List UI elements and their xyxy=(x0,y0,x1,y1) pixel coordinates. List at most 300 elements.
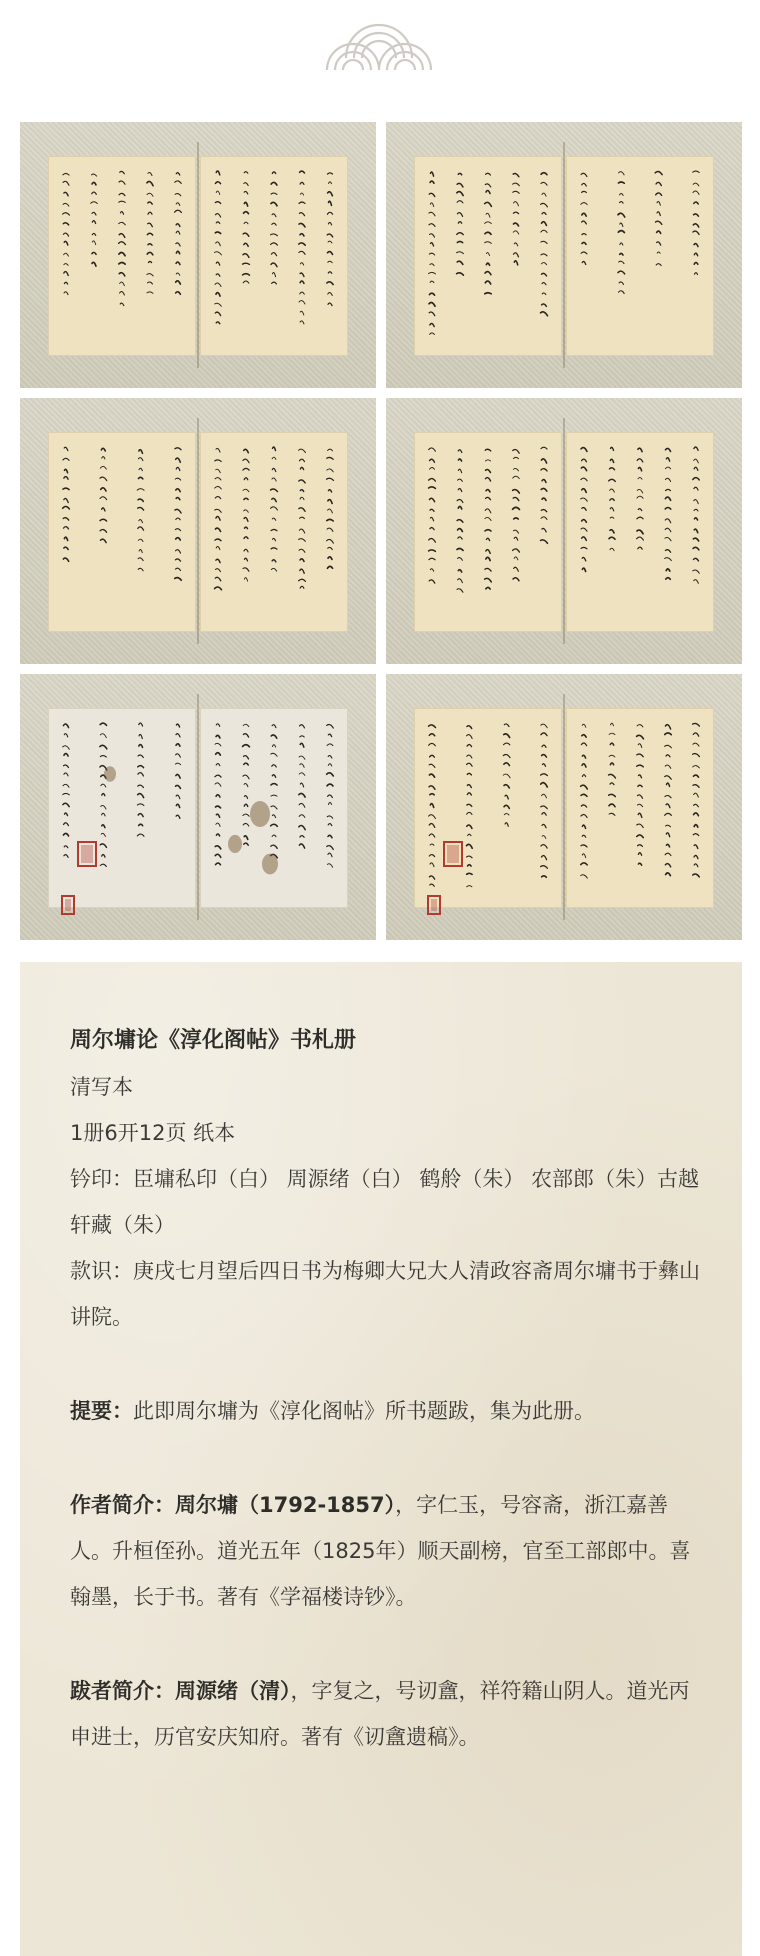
calligraphy-stroke xyxy=(216,322,220,324)
calligraphy-stroke xyxy=(694,202,698,204)
calligraphy-stroke xyxy=(694,509,698,511)
calligraphy-stroke xyxy=(514,518,519,519)
calligraphy-stroke xyxy=(694,500,699,504)
paper-stain xyxy=(104,766,116,782)
calligraphy-stroke xyxy=(139,468,142,470)
calligraphy-stroke xyxy=(581,203,587,205)
calligraphy-stroke xyxy=(542,304,547,306)
calligraphy-stroke xyxy=(581,547,587,548)
calligraphy-stroke xyxy=(430,804,433,808)
calligraphy-stroke xyxy=(657,202,660,206)
calligraphy-stroke xyxy=(610,508,613,511)
calligraphy-stroke xyxy=(582,242,586,244)
calligraphy-stroke xyxy=(513,212,518,214)
calligraphy-stroke xyxy=(215,743,221,746)
calligraphy-stroke xyxy=(271,182,277,185)
paper-stain xyxy=(262,854,278,875)
calligraphy-stroke xyxy=(300,273,304,277)
calligraphy-stroke xyxy=(120,303,124,305)
calligraphy-stroke xyxy=(485,460,490,461)
calligraphy-stroke xyxy=(609,813,615,815)
calligraphy-stroke xyxy=(64,498,68,502)
calligraphy-stroke xyxy=(541,540,548,543)
paper-stain xyxy=(228,835,242,853)
calligraphy-stroke xyxy=(120,282,125,286)
calligraphy-stroke xyxy=(429,786,435,789)
calligraphy-stroke xyxy=(63,784,69,787)
calligraphy-stroke xyxy=(215,509,221,512)
calligraphy-stroke xyxy=(582,568,585,571)
calligraphy-stroke xyxy=(504,734,510,738)
calligraphy-stroke xyxy=(505,823,508,827)
calligraphy-stroke xyxy=(541,173,547,175)
calligraphy-stroke xyxy=(272,765,276,767)
calligraphy-stroke xyxy=(638,775,641,778)
calligraphy-stroke xyxy=(542,273,547,276)
calligraphy-stroke xyxy=(582,854,585,858)
calligraphy-stroke xyxy=(485,449,490,451)
calligraphy-stroke xyxy=(582,557,586,560)
calligraphy-stroke xyxy=(429,558,435,560)
calligraphy-stroke xyxy=(243,745,250,747)
calligraphy-stroke xyxy=(300,193,303,195)
calligraphy-stroke xyxy=(542,213,546,215)
calligraphy-stroke xyxy=(693,478,699,480)
calligraphy-stroke xyxy=(541,459,546,463)
calligraphy-stroke xyxy=(457,192,463,196)
calligraphy-stroke xyxy=(119,273,125,276)
calligraphy-stroke xyxy=(582,520,587,523)
calligraphy-stroke xyxy=(458,489,462,492)
calligraphy-stroke xyxy=(466,844,472,848)
calligraphy-stroke xyxy=(175,448,181,450)
calligraphy-stroke xyxy=(694,253,697,256)
calligraphy-stroke xyxy=(430,323,434,326)
calligraphy-stroke xyxy=(694,518,697,520)
calligraphy-stroke xyxy=(328,241,332,243)
calligraphy-stroke xyxy=(119,263,125,265)
calligraphy-stroke xyxy=(244,449,249,452)
calligraphy-stroke xyxy=(457,261,463,264)
calligraphy-stroke xyxy=(299,508,305,511)
calligraphy-stroke xyxy=(328,192,333,196)
calligraphy-stroke xyxy=(429,824,434,828)
calligraphy-stroke xyxy=(619,261,624,263)
calligraphy-stroke xyxy=(542,764,545,767)
calligraphy-stroke xyxy=(64,469,67,472)
calligraphy-stroke xyxy=(243,263,250,264)
calligraphy-stroke xyxy=(638,853,641,856)
calligraphy-stroke xyxy=(542,498,546,500)
calligraphy-stroke xyxy=(486,173,491,175)
calligraphy-stroke xyxy=(176,203,180,206)
calligraphy-stroke xyxy=(176,251,179,253)
calligraphy-stroke xyxy=(272,214,276,217)
calligraphy-stroke xyxy=(694,263,698,265)
calligraphy-stroke xyxy=(138,539,143,541)
calligraphy-stroke xyxy=(64,241,68,245)
calligraphy-stroke xyxy=(119,201,126,202)
calligraphy-stroke xyxy=(657,231,661,233)
calligraphy-stroke xyxy=(638,813,642,817)
album-spread-2[interactable] xyxy=(386,122,742,388)
calligraphy-stroke xyxy=(102,813,106,816)
calligraphy-stroke xyxy=(244,202,247,206)
calligraphy-stroke xyxy=(513,507,520,509)
calligraphy-stroke xyxy=(637,835,644,838)
calligraphy-stroke xyxy=(215,497,220,499)
calligraphy-stroke xyxy=(514,243,518,246)
calligraphy-stroke xyxy=(458,558,463,561)
calligraphy-stroke xyxy=(299,202,305,203)
calligraphy-stroke xyxy=(693,547,699,550)
album-spread-6[interactable] xyxy=(386,674,742,940)
calligraphy-stroke xyxy=(92,182,96,184)
calligraphy-stroke xyxy=(272,223,276,225)
calligraphy-stroke xyxy=(138,794,144,798)
album-spread-5[interactable] xyxy=(20,674,376,940)
calligraphy-stroke xyxy=(299,815,305,818)
calligraphy-stroke xyxy=(665,813,672,815)
calligraphy-stroke xyxy=(582,775,585,777)
calligraphy-stroke xyxy=(216,724,220,727)
calligraphy-stroke xyxy=(216,242,221,246)
calligraphy-stroke xyxy=(429,815,436,819)
calligraphy-stroke xyxy=(119,193,125,195)
calligraphy-stroke xyxy=(271,795,277,796)
calligraphy-stroke xyxy=(92,221,95,224)
calligraphy-stroke xyxy=(215,460,221,462)
calligraphy-stroke xyxy=(271,784,277,785)
calligraphy-stroke xyxy=(582,489,586,493)
calligraphy-stroke xyxy=(581,467,586,471)
calligraphy-stroke xyxy=(542,876,547,878)
postscript-paragraph xyxy=(70,1668,710,1760)
calligraphy-stroke xyxy=(582,183,586,186)
calligraphy-stroke xyxy=(244,804,248,806)
calligraphy-stroke xyxy=(541,469,547,471)
calligraphy-stroke xyxy=(271,202,277,205)
calligraphy-stroke xyxy=(618,182,624,183)
calligraphy-stroke xyxy=(609,794,616,796)
calligraphy-stroke xyxy=(244,222,248,224)
calligraphy-stroke xyxy=(609,479,616,481)
calligraphy-stroke xyxy=(243,468,249,470)
calligraphy-stroke xyxy=(513,191,519,193)
calligraphy-stroke xyxy=(148,223,153,227)
calligraphy-stroke xyxy=(139,520,143,523)
calligraphy-stroke xyxy=(102,457,105,459)
calligraphy-stroke xyxy=(693,558,698,561)
calligraphy-stroke xyxy=(215,312,220,315)
calligraphy-stroke xyxy=(299,773,305,776)
calligraphy-stroke xyxy=(272,468,275,471)
calligraphy-stroke xyxy=(619,172,625,175)
calligraphy-stroke xyxy=(666,825,671,827)
calligraphy-stroke xyxy=(300,517,305,518)
calligraphy-stroke xyxy=(430,863,434,867)
calligraphy-stroke xyxy=(666,578,671,580)
calligraphy-stroke xyxy=(63,506,70,508)
calligraphy-stroke xyxy=(610,743,613,745)
calligraphy-stroke xyxy=(457,520,463,523)
calligraphy-stroke xyxy=(147,274,153,276)
album-spread-3[interactable] xyxy=(20,398,376,664)
calligraphy-stroke xyxy=(618,213,625,217)
calligraphy-stroke xyxy=(299,449,306,452)
calligraphy-stroke xyxy=(637,725,643,727)
calligraphy-stroke xyxy=(638,467,641,470)
calligraphy-stroke xyxy=(243,724,249,726)
calligraphy-stroke xyxy=(119,234,125,238)
calligraphy-stroke xyxy=(637,459,643,462)
calligraphy-stroke xyxy=(64,537,67,540)
calligraphy-stroke xyxy=(244,243,248,246)
calligraphy-stroke xyxy=(327,846,333,850)
calligraphy-stroke xyxy=(138,527,144,530)
calligraphy-stroke xyxy=(582,735,586,737)
calligraphy-stroke xyxy=(694,244,698,247)
calligraphy-stroke xyxy=(244,478,248,480)
calligraphy-stroke xyxy=(609,733,615,734)
calligraphy-stroke xyxy=(486,497,491,499)
calligraphy-stroke xyxy=(513,202,518,206)
album-spread-4[interactable] xyxy=(386,398,742,664)
calligraphy-stroke xyxy=(620,223,623,226)
calligraphy-stroke xyxy=(655,172,662,175)
calligraphy-stroke xyxy=(541,182,547,185)
calligraphy-stroke xyxy=(328,272,331,274)
calligraphy-stroke xyxy=(485,184,490,187)
calligraphy-stroke xyxy=(581,875,588,878)
calligraphy-stroke xyxy=(271,824,278,826)
calligraphy-stroke xyxy=(244,558,247,561)
item-title: 周尔墉论《淳化阁帖》书札册 xyxy=(70,1028,357,1053)
calligraphy-stroke xyxy=(610,763,613,765)
calligraphy-stroke xyxy=(100,864,106,866)
calligraphy-stroke xyxy=(244,498,248,499)
calligraphy-stroke xyxy=(505,795,508,799)
calligraphy-stroke xyxy=(216,274,220,276)
calligraphy-stroke xyxy=(328,490,331,492)
calligraphy-stroke xyxy=(467,804,472,806)
album-spread-1[interactable] xyxy=(20,122,376,388)
calligraphy-stroke xyxy=(486,190,490,193)
calligraphy-stroke xyxy=(513,183,520,186)
calligraphy-stroke xyxy=(485,568,491,571)
calligraphy-stroke xyxy=(299,793,305,797)
calligraphy-stroke xyxy=(271,263,277,267)
calligraphy-stroke xyxy=(216,222,219,224)
calligraphy-stroke xyxy=(541,488,547,491)
calligraphy-stroke xyxy=(63,181,69,185)
calligraphy-stroke xyxy=(665,745,672,748)
calligraphy-stroke xyxy=(485,272,491,275)
calligraphy-stroke xyxy=(272,282,277,284)
calligraphy-stroke xyxy=(299,803,305,807)
calligraphy-stroke xyxy=(619,282,623,284)
calligraphy-stroke xyxy=(148,212,152,214)
calligraphy-stroke xyxy=(299,301,305,304)
calligraphy-stroke xyxy=(485,202,492,206)
calligraphy-stroke xyxy=(176,224,180,227)
calligraphy-stroke xyxy=(138,755,143,758)
calligraphy-stroke xyxy=(243,281,249,283)
calligraphy-stroke xyxy=(485,242,492,244)
calligraphy-stroke xyxy=(216,735,220,738)
calligraphy-stroke xyxy=(271,753,277,756)
calligraphy-stroke xyxy=(467,773,471,775)
calligraphy-stroke xyxy=(216,863,221,865)
calligraphy-stroke xyxy=(244,517,248,521)
calligraphy-stroke xyxy=(175,763,180,765)
calligraphy-stroke xyxy=(542,813,546,816)
calligraphy-stroke xyxy=(271,735,277,738)
calligraphy-stroke xyxy=(514,537,517,540)
calligraphy-stroke xyxy=(467,856,472,858)
calligraphy-stroke xyxy=(328,261,332,262)
calligraphy-stroke xyxy=(429,253,434,255)
calligraphy-stroke xyxy=(215,587,222,590)
calligraphy-stroke xyxy=(581,448,587,452)
calligraphy-stroke xyxy=(513,173,519,176)
calligraphy-stroke xyxy=(299,480,305,483)
calligraphy-stroke xyxy=(216,795,220,797)
calligraphy-stroke xyxy=(300,725,305,728)
item-inscription: 款识：庚戌七月望后四日书为梅卿大兄大人清政容斋周尔墉书于彝山讲院。 xyxy=(70,1259,700,1329)
calligraphy-stroke xyxy=(665,478,670,481)
calligraphy-stroke xyxy=(514,253,519,257)
calligraphy-stroke xyxy=(328,802,331,804)
calligraphy-stroke xyxy=(327,282,333,285)
calligraphy-stroke xyxy=(272,172,275,174)
calligraphy-stroke xyxy=(693,231,699,234)
calligraphy-stroke xyxy=(582,508,586,511)
calligraphy-stroke xyxy=(137,489,144,491)
calligraphy-stroke xyxy=(581,785,588,789)
calligraphy-stroke xyxy=(610,499,614,501)
calligraphy-stroke xyxy=(514,567,519,571)
calligraphy-stroke xyxy=(582,459,587,462)
calligraphy-stroke xyxy=(503,754,510,757)
calligraphy-stroke xyxy=(327,539,334,543)
calligraphy-stroke xyxy=(485,232,491,234)
calligraphy-stroke xyxy=(541,774,548,776)
calligraphy-stroke xyxy=(328,222,331,225)
calligraphy-stroke xyxy=(176,489,180,492)
calligraphy-stroke xyxy=(63,458,69,460)
calligraphy-stroke xyxy=(429,487,436,489)
calligraphy-stroke xyxy=(458,570,461,572)
calligraphy-stroke xyxy=(486,253,489,256)
calligraphy-stroke xyxy=(215,303,222,306)
calligraphy-stroke xyxy=(271,568,276,571)
calligraphy-stroke xyxy=(176,281,181,284)
calligraphy-stroke xyxy=(467,793,471,795)
calligraphy-stroke xyxy=(102,825,105,828)
calligraphy-stroke xyxy=(64,447,68,450)
calligraphy-stroke xyxy=(581,805,586,807)
calligraphy-stroke xyxy=(92,233,95,235)
calligraphy-stroke xyxy=(637,496,643,498)
calligraphy-stroke xyxy=(328,201,331,205)
album-photo-grid xyxy=(20,122,742,940)
calligraphy-stroke xyxy=(244,183,248,186)
calligraphy-stroke xyxy=(244,784,248,787)
calligraphy-stroke xyxy=(64,855,68,858)
calligraphy-stroke xyxy=(666,755,670,757)
calligraphy-stroke xyxy=(665,864,670,867)
calligraphy-stroke xyxy=(176,754,181,757)
calligraphy-stroke xyxy=(429,764,435,767)
calligraphy-stroke xyxy=(271,507,278,510)
calligraphy-stroke xyxy=(638,478,642,480)
calligraphy-stroke xyxy=(582,755,585,758)
calligraphy-stroke xyxy=(243,254,249,258)
calligraphy-stroke xyxy=(215,214,220,217)
calligraphy-stroke xyxy=(119,242,126,245)
calligraphy-stroke xyxy=(272,457,276,459)
calligraphy-stroke xyxy=(63,213,70,215)
calligraphy-stroke xyxy=(299,826,305,830)
calligraphy-stroke xyxy=(92,252,96,254)
calligraphy-stroke xyxy=(504,724,509,727)
calligraphy-stroke xyxy=(139,745,143,748)
calligraphy-stroke xyxy=(300,736,304,737)
calligraphy-stroke xyxy=(244,510,249,512)
calligraphy-stroke xyxy=(637,824,643,828)
calligraphy-stroke xyxy=(101,805,106,809)
red-seal-fill xyxy=(65,899,71,911)
calligraphy-stroke xyxy=(328,547,333,549)
calligraphy-stroke xyxy=(430,794,434,795)
calligraphy-stroke xyxy=(243,823,249,826)
calligraphy-stroke xyxy=(271,253,276,256)
item-format: 1册6开12页 纸本 xyxy=(70,1121,236,1145)
calligraphy-stroke xyxy=(665,448,670,451)
calligraphy-stroke xyxy=(176,559,181,561)
calligraphy-stroke xyxy=(582,191,587,192)
calligraphy-stroke xyxy=(429,855,434,857)
calligraphy-stroke xyxy=(215,232,220,234)
calligraphy-stroke xyxy=(64,253,69,256)
calligraphy-stroke xyxy=(581,794,587,796)
calligraphy-stroke xyxy=(100,756,106,757)
calligraphy-stroke xyxy=(693,754,700,757)
calligraphy-stroke xyxy=(300,497,304,499)
calligraphy-stroke xyxy=(541,510,546,512)
calligraphy-stroke xyxy=(665,558,672,561)
calligraphy-stroke xyxy=(513,476,520,478)
calligraphy-stroke xyxy=(139,477,143,479)
calligraphy-stroke xyxy=(215,569,220,572)
calligraphy-stroke xyxy=(64,272,68,276)
calligraphy-stroke xyxy=(176,804,179,807)
calligraphy-stroke xyxy=(272,518,276,520)
calligraphy-stroke xyxy=(327,773,334,776)
calligraphy-stroke xyxy=(694,580,699,584)
calligraphy-stroke xyxy=(216,469,221,473)
calligraphy-stroke xyxy=(582,825,585,828)
calligraphy-stroke xyxy=(327,864,332,868)
calligraphy-stroke xyxy=(609,468,614,470)
calligraphy-stroke xyxy=(216,823,220,826)
calligraphy-stroke xyxy=(694,813,699,816)
calligraphy-stroke xyxy=(300,234,304,236)
calligraphy-stroke xyxy=(63,746,70,749)
calligraphy-stroke xyxy=(694,487,698,490)
calligraphy-stroke xyxy=(618,231,624,233)
